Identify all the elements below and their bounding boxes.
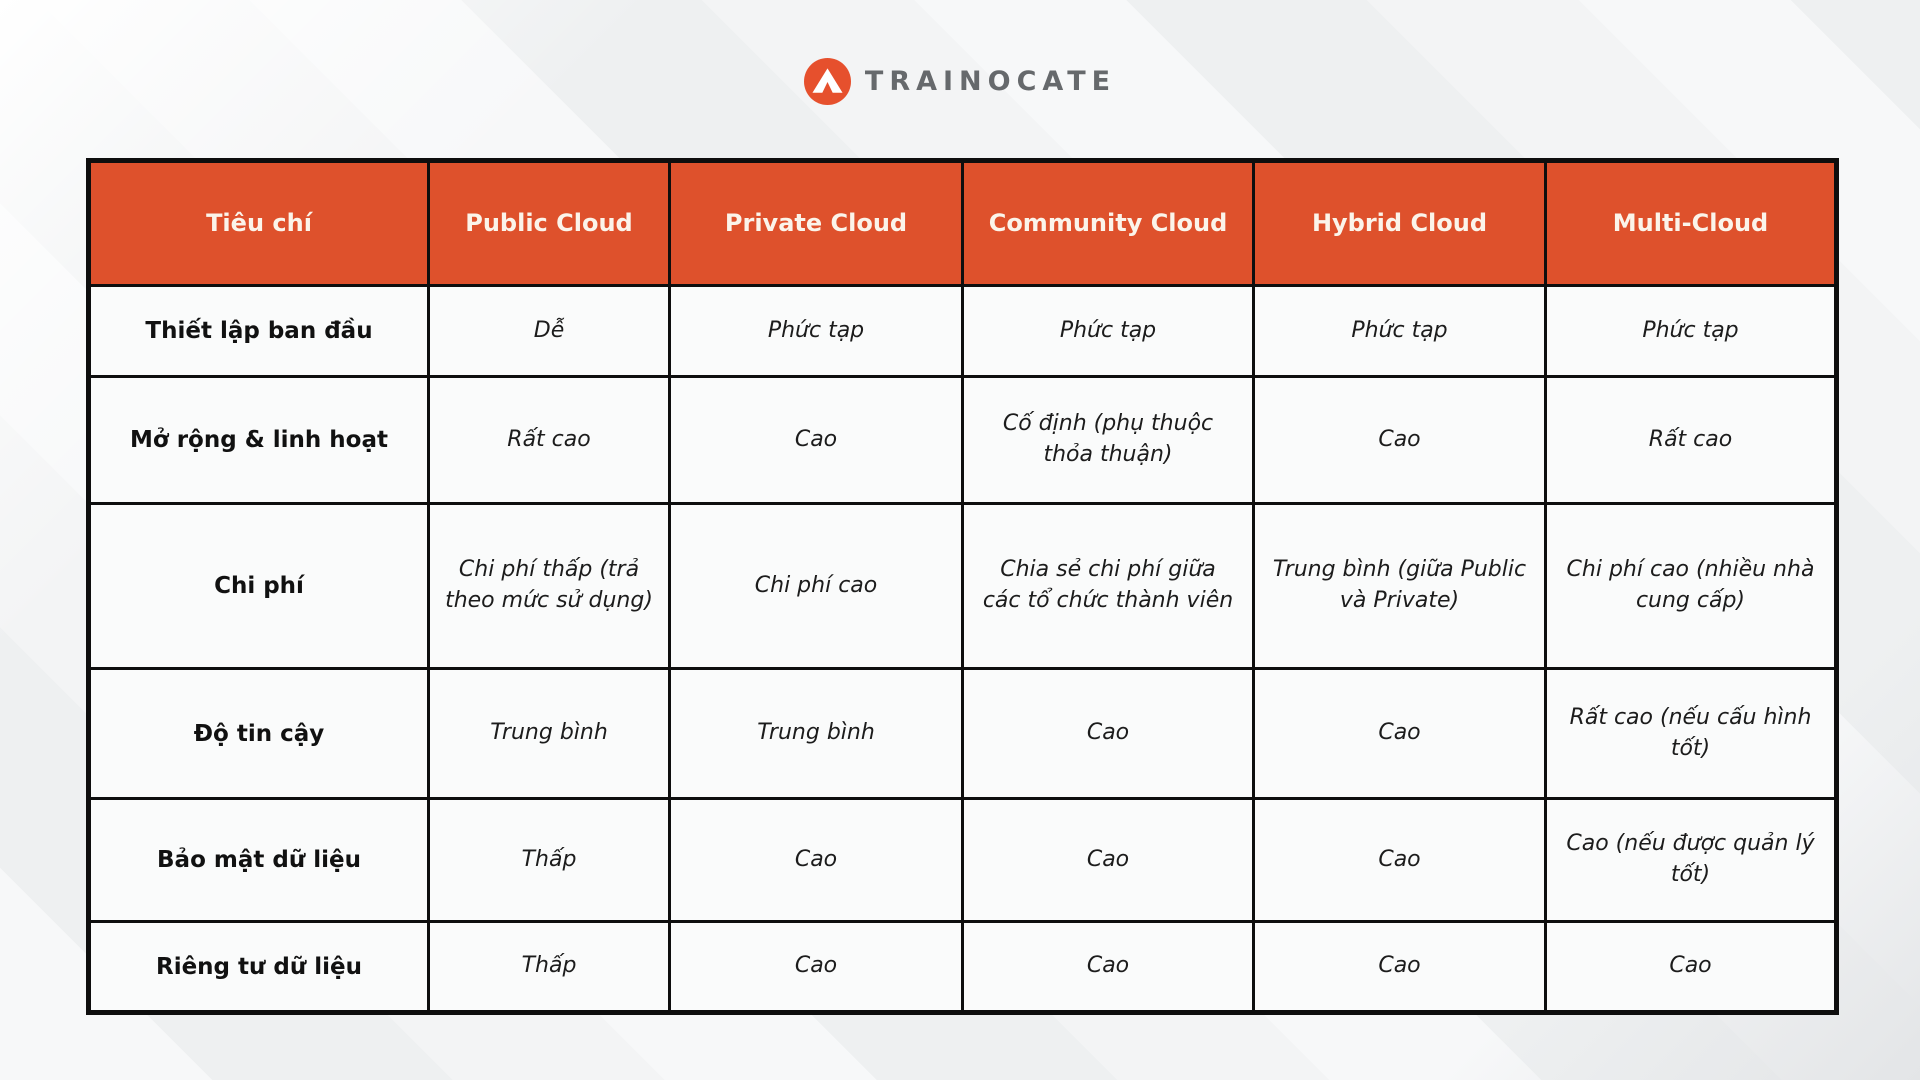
column-header-hybrid-cloud: Hybrid Cloud: [1254, 161, 1546, 286]
value-cell: Cao: [670, 377, 963, 504]
table-header-row: [89, 161, 1837, 286]
value-cell: Cao: [670, 922, 963, 1013]
value-cell: Cao: [1546, 922, 1837, 1013]
criterion-cell: Riêng tư dữ liệu: [89, 922, 429, 1013]
value-cell: Chi phí thấp (trả theo mức sử dụng): [429, 504, 670, 669]
criterion-cell: Mở rộng & linh hoạt: [89, 377, 429, 504]
value-cell: Cao: [1254, 669, 1546, 799]
value-cell: Chia sẻ chi phí giữa các tổ chức thành viên: [963, 504, 1254, 669]
column-header-criteria: Tiêu chí: [89, 161, 429, 286]
value-cell: Cao: [963, 799, 1254, 922]
value-cell: Cao: [963, 922, 1254, 1013]
value-cell: Phức tạp: [1546, 286, 1837, 377]
column-header-multi-cloud: Multi-Cloud: [1546, 161, 1837, 286]
table-row: [89, 799, 1837, 922]
table-row: [89, 669, 1837, 799]
column-header-community-cloud: Community Cloud: [963, 161, 1254, 286]
value-cell: Chi phí cao (nhiều nhà cung cấp): [1546, 504, 1837, 669]
value-cell: Chi phí cao: [670, 504, 963, 669]
value-cell: Rất cao (nếu cấu hình tốt): [1546, 669, 1837, 799]
criterion-cell: Chi phí: [89, 504, 429, 669]
table-row: [89, 286, 1837, 377]
table-row: [89, 377, 1837, 504]
value-cell: Cố định (phụ thuộc thỏa thuận): [963, 377, 1254, 504]
value-cell: Cao: [963, 669, 1254, 799]
brand-name: TRAINOCATE: [864, 65, 1117, 97]
value-cell: Phức tạp: [1254, 286, 1546, 377]
column-header-private-cloud: Private Cloud: [670, 161, 963, 286]
value-cell: Cao (nếu được quản lý tốt): [1546, 799, 1837, 922]
criterion-cell: Bảo mật dữ liệu: [89, 799, 429, 922]
value-cell: Trung bình (giữa Public và Private): [1254, 504, 1546, 669]
column-header-public-cloud: Public Cloud: [429, 161, 670, 286]
value-cell: Cao: [1254, 799, 1546, 922]
value-cell: Cao: [1254, 922, 1546, 1013]
value-cell: Phức tạp: [963, 286, 1254, 377]
brand-logo: [0, 56, 1920, 106]
value-cell: Rất cao: [429, 377, 670, 504]
value-cell: Dễ: [429, 286, 670, 377]
value-cell: Trung bình: [670, 669, 963, 799]
value-cell: Trung bình: [429, 669, 670, 799]
table-row: [89, 504, 1837, 669]
criterion-cell: Độ tin cậy: [89, 669, 429, 799]
value-cell: Cao: [670, 799, 963, 922]
value-cell: Thấp: [429, 922, 670, 1013]
mountain-in-circle-icon: [804, 58, 851, 105]
value-cell: Phức tạp: [670, 286, 963, 377]
value-cell: Rất cao: [1546, 377, 1837, 504]
criterion-cell: Thiết lập ban đầu: [89, 286, 429, 377]
cloud-comparison-table: [86, 158, 1839, 1015]
value-cell: Thấp: [429, 799, 670, 922]
value-cell: Cao: [1254, 377, 1546, 504]
table-row: [89, 922, 1837, 1013]
